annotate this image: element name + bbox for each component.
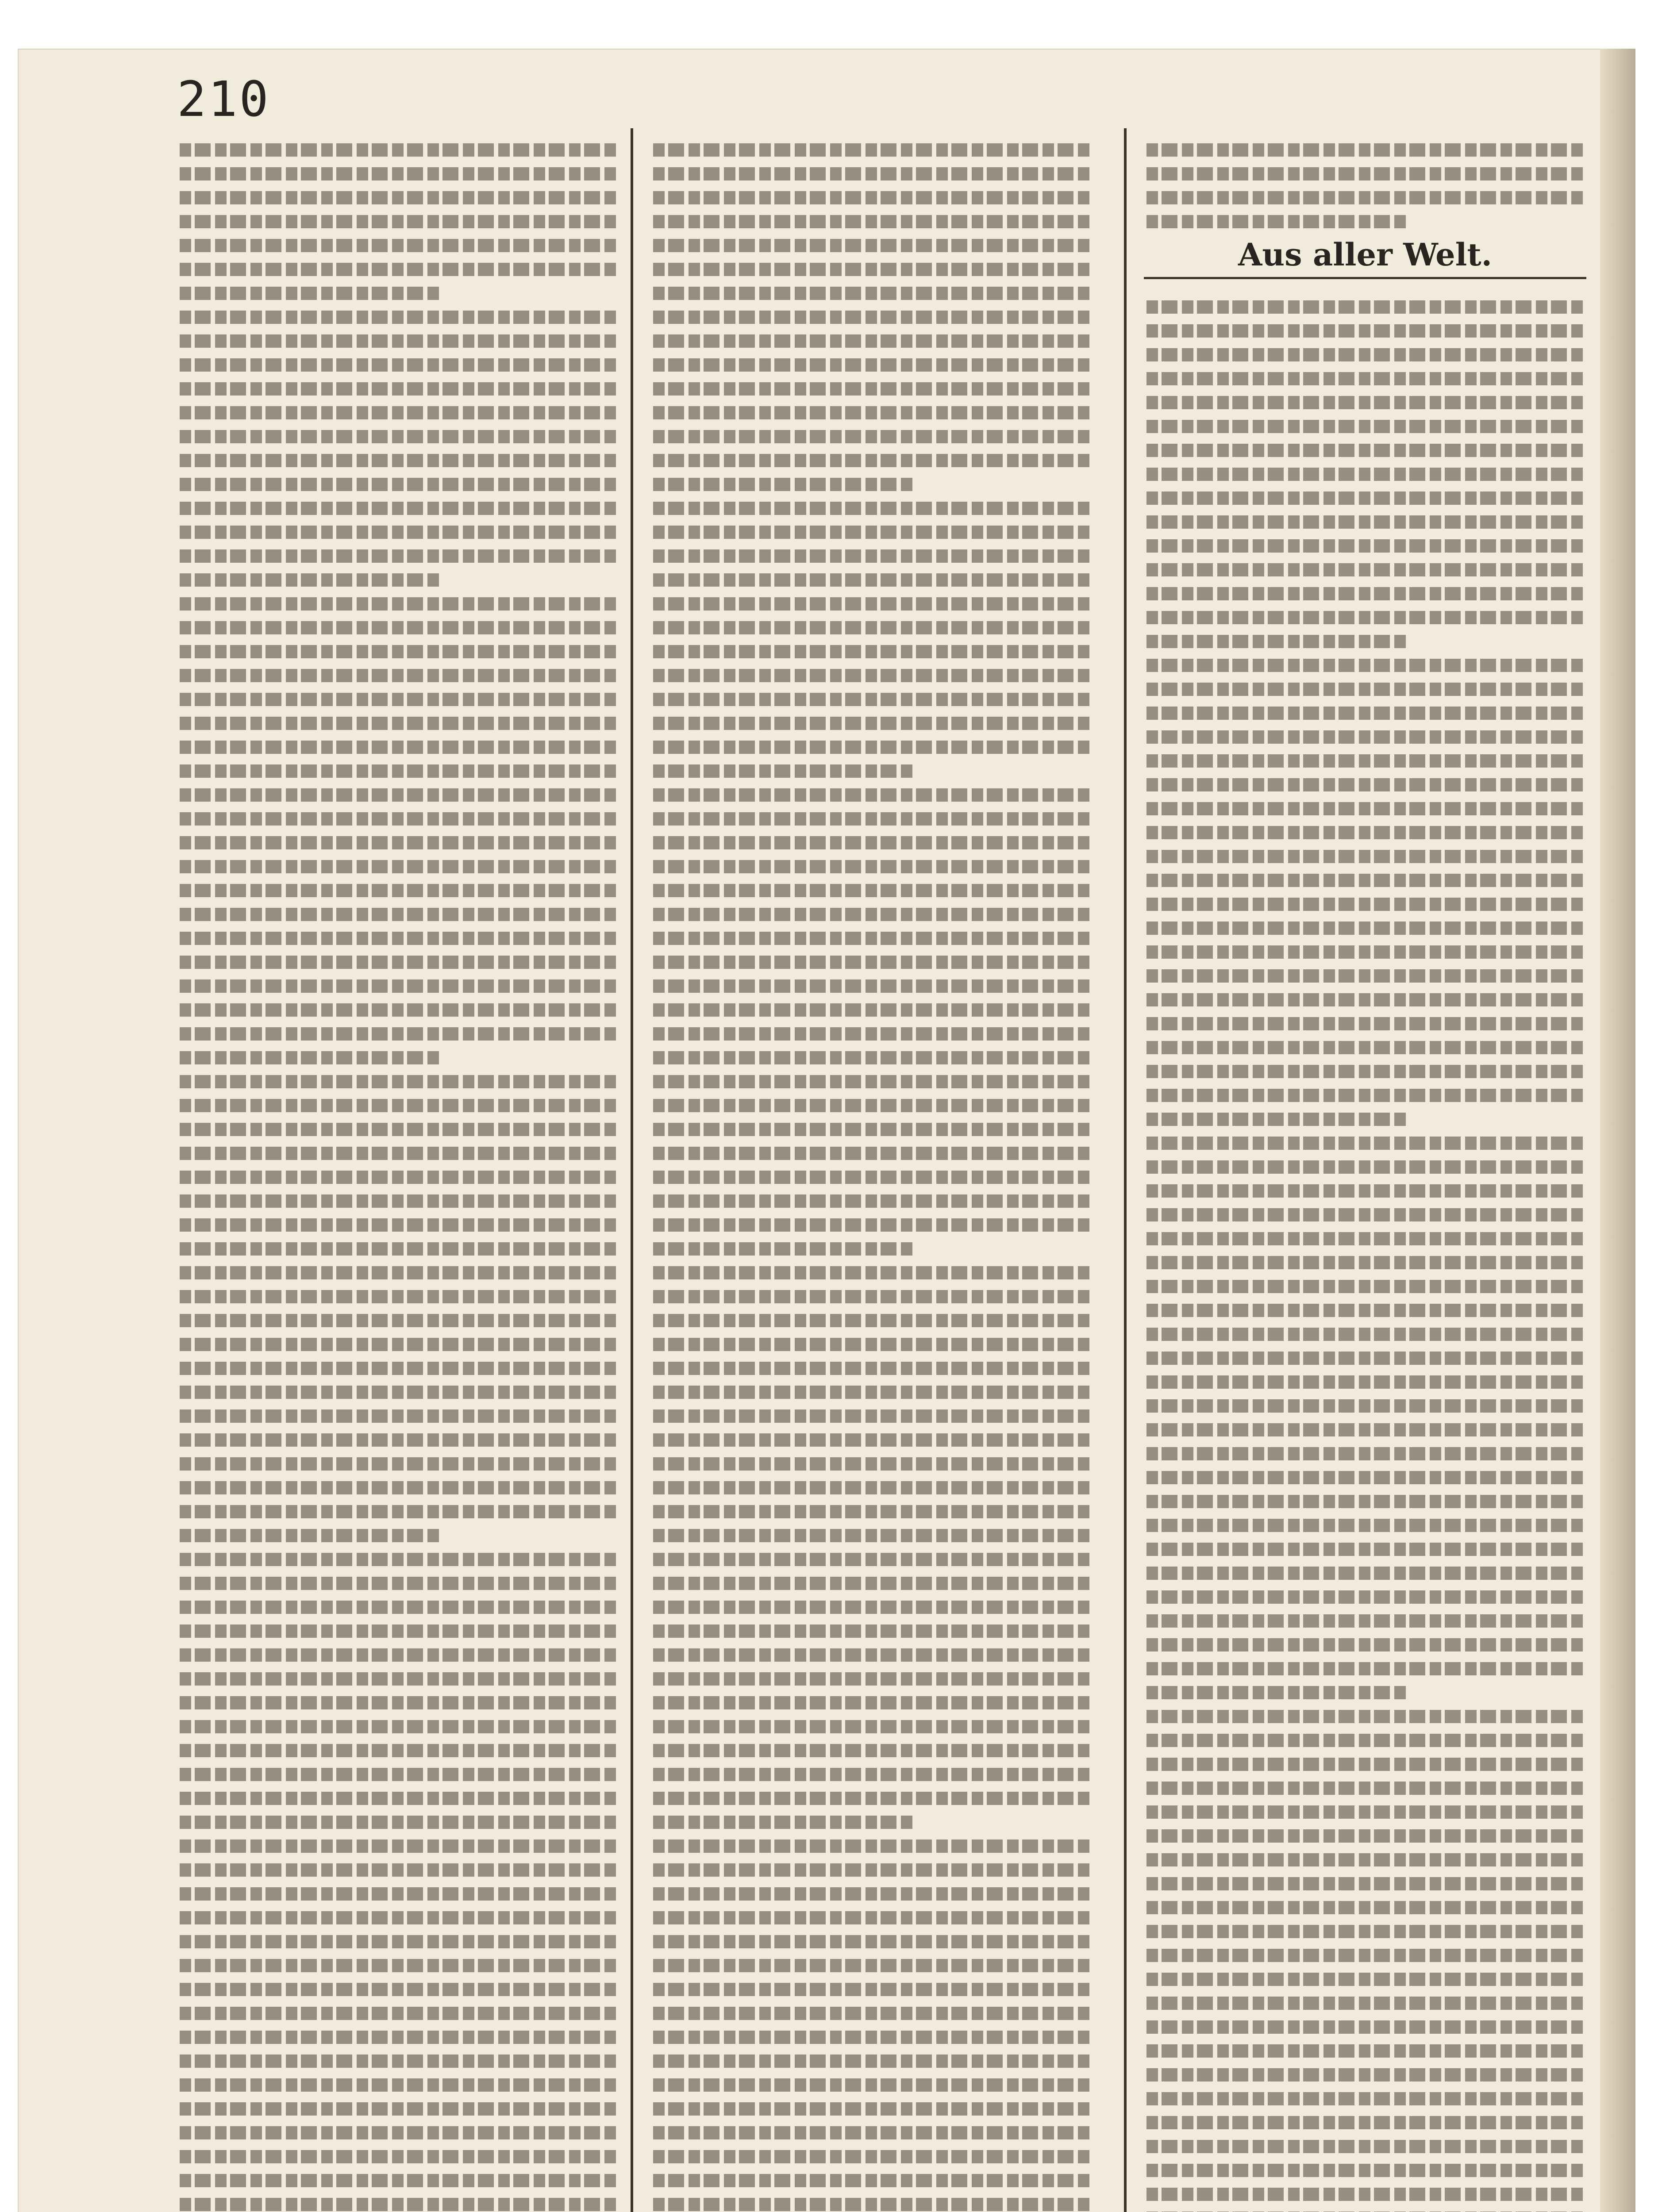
section-heading: Aus aller Welt. — [1144, 233, 1586, 279]
page-number: 210 — [177, 71, 270, 127]
column-text-lines — [650, 133, 1093, 2212]
column-text-lines — [1144, 133, 1586, 228]
article-column-left — [177, 133, 619, 2212]
page-edge — [1600, 49, 1635, 2212]
column-text-lines — [177, 133, 619, 2212]
column-divider-right — [1124, 128, 1127, 2212]
article-column-right — [1144, 133, 1586, 2212]
column-divider-left — [631, 128, 633, 2212]
article-column-middle — [650, 133, 1093, 2212]
column-text-lines — [1144, 290, 1586, 2212]
